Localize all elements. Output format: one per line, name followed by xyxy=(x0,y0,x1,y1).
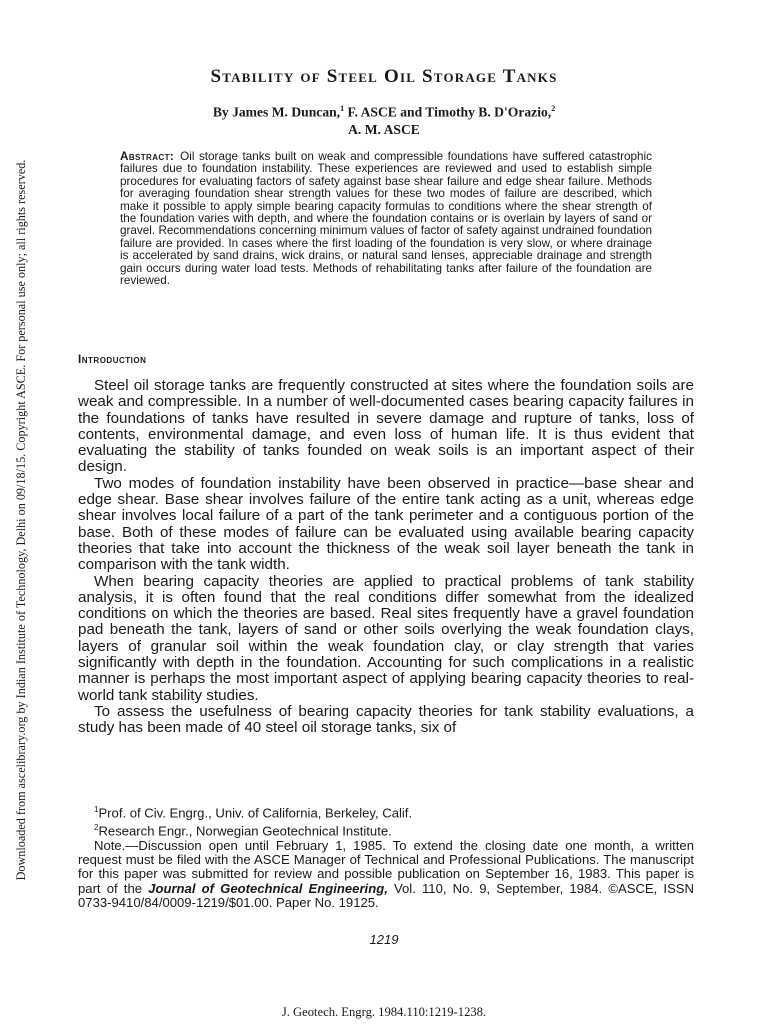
page-number: 1219 xyxy=(369,932,399,947)
footnote-1 xyxy=(78,803,694,821)
abstract xyxy=(120,151,652,287)
citation-footer: J. Geotech. Engrg. 1984.110:1219-1238. xyxy=(281,1005,487,1019)
paragraph: Steel oil storage tanks are frequently constructed at sites where the foundation soils are weak and compressible. In a number of well-documented cases bearing capacity failures in the foundations of tanks have resulted in severe damage and rupture of tanks, loss of contents, environmental damage, and even loss of human life. It is thus evident that evaluating the stability of tanks founded on weak soils is an important aspect of their design. xyxy=(78,377,694,476)
footnote-2-marker: 2 xyxy=(94,822,99,832)
footnote-1-text: Prof. of Civ. Engrg., Univ. of California, Berkeley, Calif. xyxy=(98,805,413,821)
footnote-2-text: Research Engr., Norwegian Geotechnical Institute. xyxy=(98,823,392,839)
footnote-2 xyxy=(78,821,694,839)
author-2-marker: 2 xyxy=(551,104,556,113)
author-1-marker: 1 xyxy=(340,104,345,113)
body-text xyxy=(78,378,694,737)
publication-note xyxy=(78,839,694,911)
author-line-1 xyxy=(0,100,768,121)
note-text-a: Note.—Discussion open until February 1, 1985. To extend the closing date one month, a written request must be filed with the ASCE Manager of Technical and Professional Publications. The manuscript for this paper was submitted for review and possible publication on September 16, 1983. This paper is part of the xyxy=(78,837,694,896)
paragraph: To assess the usefulness of bearing capacity theories for tank stability evaluations, a study has been made of 40 steel oil storage tanks, six of xyxy=(78,702,694,737)
author-line-2: A. M. ASCE xyxy=(348,121,420,137)
footnotes xyxy=(78,803,694,911)
author-1: By James M. Duncan, xyxy=(212,104,341,120)
footnote-1-marker: 1 xyxy=(94,805,99,814)
note-text-b: Vol. 110, No. 9, September, 1984. ©ASCE, ISSN 0733-9410/84/0009-1219/$01.00. Paper No. 19125. xyxy=(78,880,694,911)
author-2: F. ASCE and Timothy B. D'Orazio, xyxy=(344,104,552,120)
paragraph: Two modes of foundation instability have been observed in practice—base shear and edge shear. Base shear involves failure of the entire tank acting as a unit, whereas edge shear involves local failure of a part of the tank perimeter and a contiguous portion of the base. Both of these modes of failure can be evaluated using available bearing capacity theories that take into account the thickness of the weak soil layer beneath the tank in comparison with the tank width. xyxy=(78,474,694,574)
paper-title: Stability of Steel Oil Storage Tanks xyxy=(210,66,558,87)
paragraph: When bearing capacity theories are applied to practical problems of tank stability analysis, it is often found that the real conditions differ somewhat from the idealized conditions on which the theories are based. Real sites frequently have a gravel foundation pad beneath the tank, layers of sand or other soils overlying the weak foundation clays, layers of granular soil within the weak foundation clay, or clay strength that varies significantly with depth in the foundation. Accounting for such complications in a realistic manner is perhaps the most important aspect of applying bearing capacity theories to real-world tank stability studies. xyxy=(78,572,694,704)
abstract-label: Abstract: xyxy=(120,150,175,163)
download-notice: Downloaded from ascelibrary.org by Indian Institute of Technology, Delhi on 09/18/15. Copyright ASCE. For personal use only; all rights reserved. xyxy=(14,159,28,881)
section-heading: Introduction xyxy=(78,353,147,366)
journal-name: Journal of Geotechnical Engineering, xyxy=(148,880,388,896)
abstract-text: Oil storage tanks built on weak and compressible foundations have suffered catastrophic failures due to foundation instability. These experiences are reviewed and used to establish simple procedures for evaluating factors of safety against base shear failure and edge shear failure. Methods for averaging foundation shear strength values for these two modes of failure are described, which make it possible to apply simple bearing capacity formulas to conditions where the shear strength of the foundation varies with depth, and where the foundation contains or is overlain by layers of sand or gravel. Recommendations concerning minimum values of factor of safety against undrained foundation failure are provided. In cases where the first loading of the foundation is very slow, or where drainage is accelerated by sand drains, wick drains, or natural sand lenses, appreciable drainage and strength gain occurs during water load tests. Methods of rehabilitating tanks after failure of the foundation are reviewed. xyxy=(120,150,652,288)
author-block xyxy=(0,100,768,138)
